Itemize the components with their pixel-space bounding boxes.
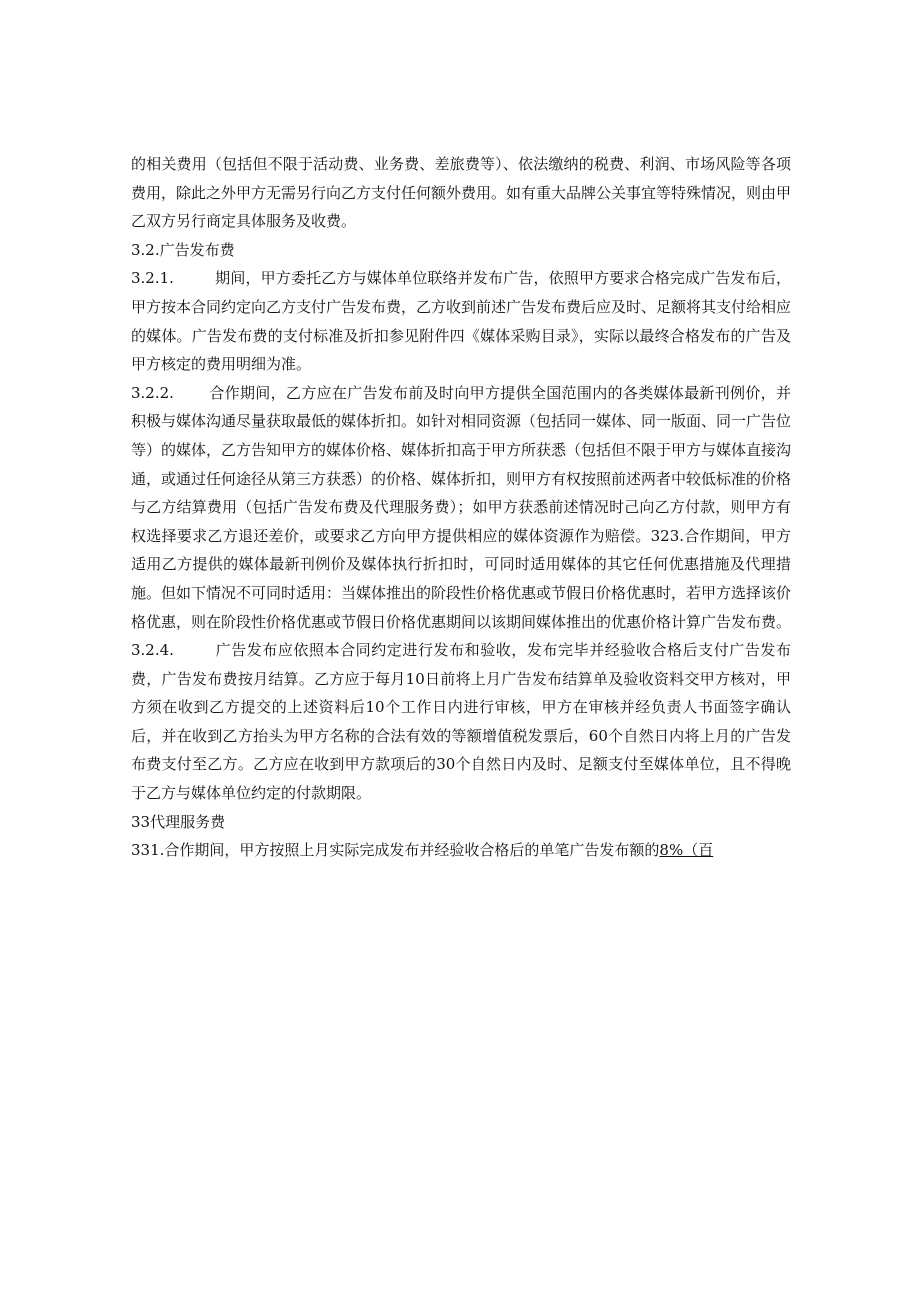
heading-3-2-text: 3.2.广告发布费	[131, 240, 235, 259]
clause-3-2-1-text: 期间，甲方委托乙方与媒体单位联络并发布广告，依照甲方要求合格完成广告发布后，甲方按本合同约定向乙方支付广告发布费，乙方收到前述广告发布费后应及时、足额将其支付给相应的媒体。广告发布费的支付标准及折扣参见附件四《媒体采购目录》，实际以最终合格发布的广告及甲方核定的费用明细为准。	[131, 269, 792, 374]
clause-3-3-1-rate: 8%（百	[659, 841, 714, 860]
clause-3-2-4-text: 广告发布应依照本合同约定进行发布和验收，发布完毕并经验收合格后支付广告发布费，广告发布费按月结算。乙方应于每月10日前将上月广告发布结算单及验收资料交甲方核对，甲方须在收到乙方提交的上述资料后10个工作日内进行审核，甲方在审核并经负责人书面签字确认后，并在收到乙方抬头为甲方名称的合法有效的等额增值税发票后，60个自然日内将上月的广告发布费支付至乙方。乙方应在收到甲方款项后的30个自然日内及时、足额支付至媒体单位，且不得晚于乙方与媒体单位约定的付款期限。	[131, 641, 791, 803]
heading-3-3	[131, 808, 791, 837]
clause-3-2-1-number: 3.2.1.	[131, 269, 174, 288]
document-body	[131, 150, 791, 865]
clause-3-2-4-number: 3.2.4.	[131, 641, 174, 660]
clause-3-3-1	[131, 836, 791, 865]
heading-3-2	[131, 236, 791, 265]
clause-3-2-2-number: 3.2.2.	[131, 383, 174, 402]
paragraph-fee-scope-text: 的相关费用（包括但不限于活动费、业务费、差旅费等）、依法缴纳的税费、利润、市场风险等各项费用，除此之外甲方无需另行向乙方支付任何额外费用。如有重大品牌公关事宜等特殊情况，则由甲乙双方另行商定具体服务及收费。	[131, 155, 792, 231]
clause-3-3-1-text: 331.合作期间，甲方按照上月实际完成发布并经验收合格后的单笔广告发布额的	[131, 841, 660, 860]
clause-3-2-1	[131, 264, 791, 378]
clause-3-2-2-text: 合作期间，乙方应在广告发布前及时向甲方提供全国范围内的各类媒体最新刊例价，并积极与媒体沟通尽量获取最低的媒体折扣。如针对相同资源（包括同一媒体、同一版面、同一广告位等）的媒体，乙方告知甲方的媒体价格、媒体折扣高于甲方所获悉（包括但不限于甲方与媒体直接沟通，或通过任何途径从第三方获悉）的价格、媒体折扣，则甲方有权按照前述两者中较低标准的价格与乙方结算费用（包括广告发布费及代理服务费）；如甲方获悉前述情况时己向乙方付款，则甲方有权选择要求乙方退还差价，或要求乙方向甲方提供相应的媒体资源作为赔偿。323.合作期间，甲方适用乙方提供的媒体最新刊例价及媒体执行折扣时，可同时适用媒体的其它任何优惠措施及代理措施。但如下情况不可同时适用：当媒体推出的阶段性价格优惠或节假日价格优惠时，若甲方选择该价格优惠，则在阶段性价格优惠或节假日价格优惠期间以该期间媒体推出的优惠价格计算广告发布费。	[131, 383, 792, 631]
heading-3-3-text: 33代理服务费	[131, 812, 226, 831]
clause-3-2-4	[131, 636, 791, 808]
clause-3-2-2	[131, 379, 791, 636]
paragraph-fee-scope	[131, 150, 791, 236]
